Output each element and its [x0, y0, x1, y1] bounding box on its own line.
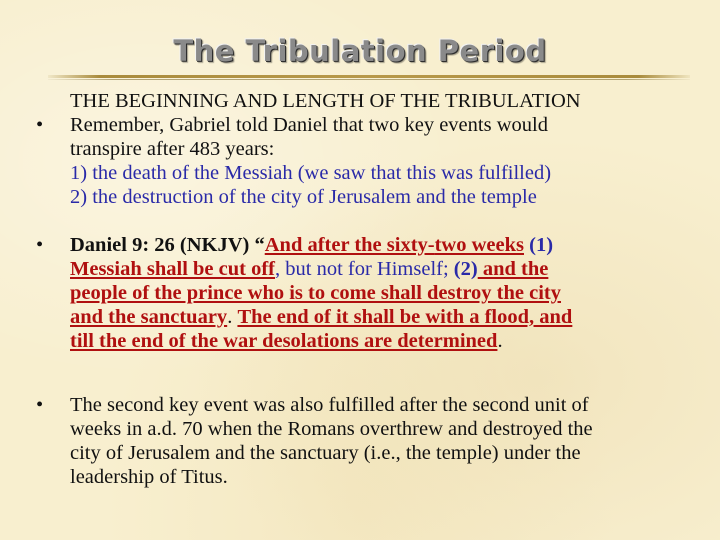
- quote-line-3: [70, 281, 690, 305]
- quote-segment: till the end of the war desolations are determined: [70, 330, 498, 352]
- title-divider-shadow: [48, 79, 690, 80]
- bullet-item-gabriel: [36, 113, 686, 233]
- quote-segment: two weeks: [434, 234, 524, 256]
- bullet-line: Remember, Gabriel told Daniel that two key events would: [70, 114, 548, 136]
- scripture-reference: Daniel 9: 26 (NKJV) “: [70, 234, 265, 256]
- scripture-quote: [70, 233, 690, 353]
- bullet-line: city of Jerusalem and the sanctuary (i.e., the temple) under the: [70, 442, 581, 464]
- bullet-dot-icon: •: [36, 114, 44, 136]
- quote-segment: .: [497, 330, 503, 352]
- bullet-text: [70, 113, 690, 209]
- marker-two: (2): [453, 258, 478, 280]
- quote-line-2: [70, 257, 690, 281]
- bullet-line: The second key event was also fulfilled after the second unit of: [70, 394, 589, 416]
- quote-segment: and the sanctuary: [70, 306, 228, 328]
- bullet-text: [70, 393, 690, 489]
- quote-segment: , but not for Himself;: [275, 258, 454, 280]
- bullet-line: transpire after 483 years:: [70, 138, 275, 160]
- quote-segment: Messiah shall be cut off: [70, 258, 275, 280]
- quote-segment: and the: [477, 258, 549, 280]
- quote-line-5: [70, 329, 690, 353]
- marker-one: (1): [524, 234, 554, 256]
- bullet-item-second-event: [36, 393, 686, 503]
- point-destruction-of-jerusalem: 2) the destruction of the city of Jerusalem and the temple: [70, 186, 537, 208]
- quote-segment: people of the prince who is to come shall destroy the city: [70, 282, 561, 304]
- bullet-line: leadership of Titus.: [70, 466, 228, 488]
- quote-segment: The end of it shall be with a flood, and: [237, 306, 573, 328]
- bullet-dot-icon: •: [36, 234, 44, 256]
- quote-line-1: [70, 233, 690, 257]
- point-death-of-messiah: 1) the death of the Messiah (we saw that this was fulfilled): [70, 162, 552, 184]
- bullet-dot-icon: •: [36, 394, 44, 416]
- slide-title: The Tribulation Period: [173, 34, 547, 68]
- quote-segment: .: [227, 306, 238, 328]
- bullet-line: weeks in a.d. 70 when the Romans overthrew and destroyed the: [70, 418, 593, 440]
- bullet-item-daniel-quote: [36, 233, 686, 353]
- quote-segment: And after the sixty-: [264, 234, 435, 256]
- quote-line-4: [70, 305, 690, 329]
- section-heading: THE BEGINNING AND LENGTH OF THE TRIBULATION: [70, 90, 581, 112]
- title-divider: [48, 75, 690, 78]
